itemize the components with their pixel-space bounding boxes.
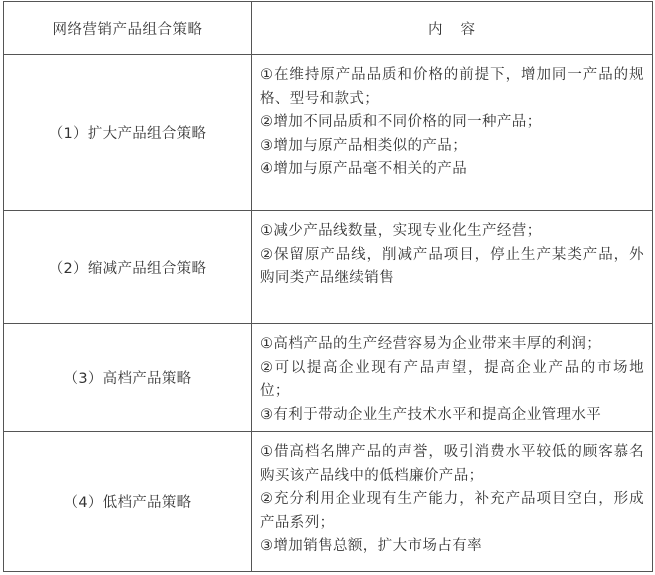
content-line: ②保留原产品线，削减产品项目，停止生产某类产品，外购同类产品继续销售 (260, 246, 644, 287)
strategy-name-cell: （3）高档产品策略 (4, 324, 252, 432)
table-row (4, 324, 653, 432)
strategy-name-cell: （1）扩大产品组合策略 (4, 55, 252, 211)
content-line: ③增加销售总额，扩大市场占有率 (260, 538, 482, 555)
content-line: ②充分利用企业现有生产能力，补充产品项目空白，形成产品系列； (260, 491, 644, 531)
strategy-name-cell: （2）缩减产品组合策略 (4, 211, 252, 324)
table-header-row (4, 2, 653, 55)
strategy-content-cell (252, 211, 653, 324)
table-row (4, 55, 653, 211)
content-line: ③增加与原产品相类似的产品； (260, 137, 468, 154)
content-line: ③有利于带动企业生产技术水平和提高企业管理水平 (260, 406, 602, 423)
header-content: 内容 (252, 2, 653, 55)
content-line: ①减少产品线数量，实现专业化生产经营； (260, 223, 542, 239)
content-line: ②可以提高企业现有产品声望，提高企业产品的市场地位； (260, 359, 644, 400)
strategy-content-cell (252, 432, 653, 572)
strategy-content-cell (252, 55, 653, 211)
header-strategy: 网络营销产品组合策略 (4, 2, 252, 55)
content-line: ①借高档名牌产品的声誉，吸引消费水平较低的顾客慕名购买该产品线中的低档廉价产品； (260, 444, 644, 484)
table-row (4, 432, 653, 572)
table-row (4, 211, 653, 324)
strategy-table (3, 1, 653, 572)
content-line: ②增加不同品质和不同价格的同一种产品； (260, 114, 542, 131)
content-line: ①高档产品的生产经营容易为企业带来丰厚的利润； (260, 336, 602, 352)
strategy-content-cell (252, 324, 653, 432)
content-line: ①在维持原产品品质和价格的前提下，增加同一产品的规格、型号和款式； (260, 67, 644, 107)
strategy-name-cell: （4）低档产品策略 (4, 432, 252, 572)
content-line: ④增加与原产品毫不相关的产品 (260, 161, 468, 178)
